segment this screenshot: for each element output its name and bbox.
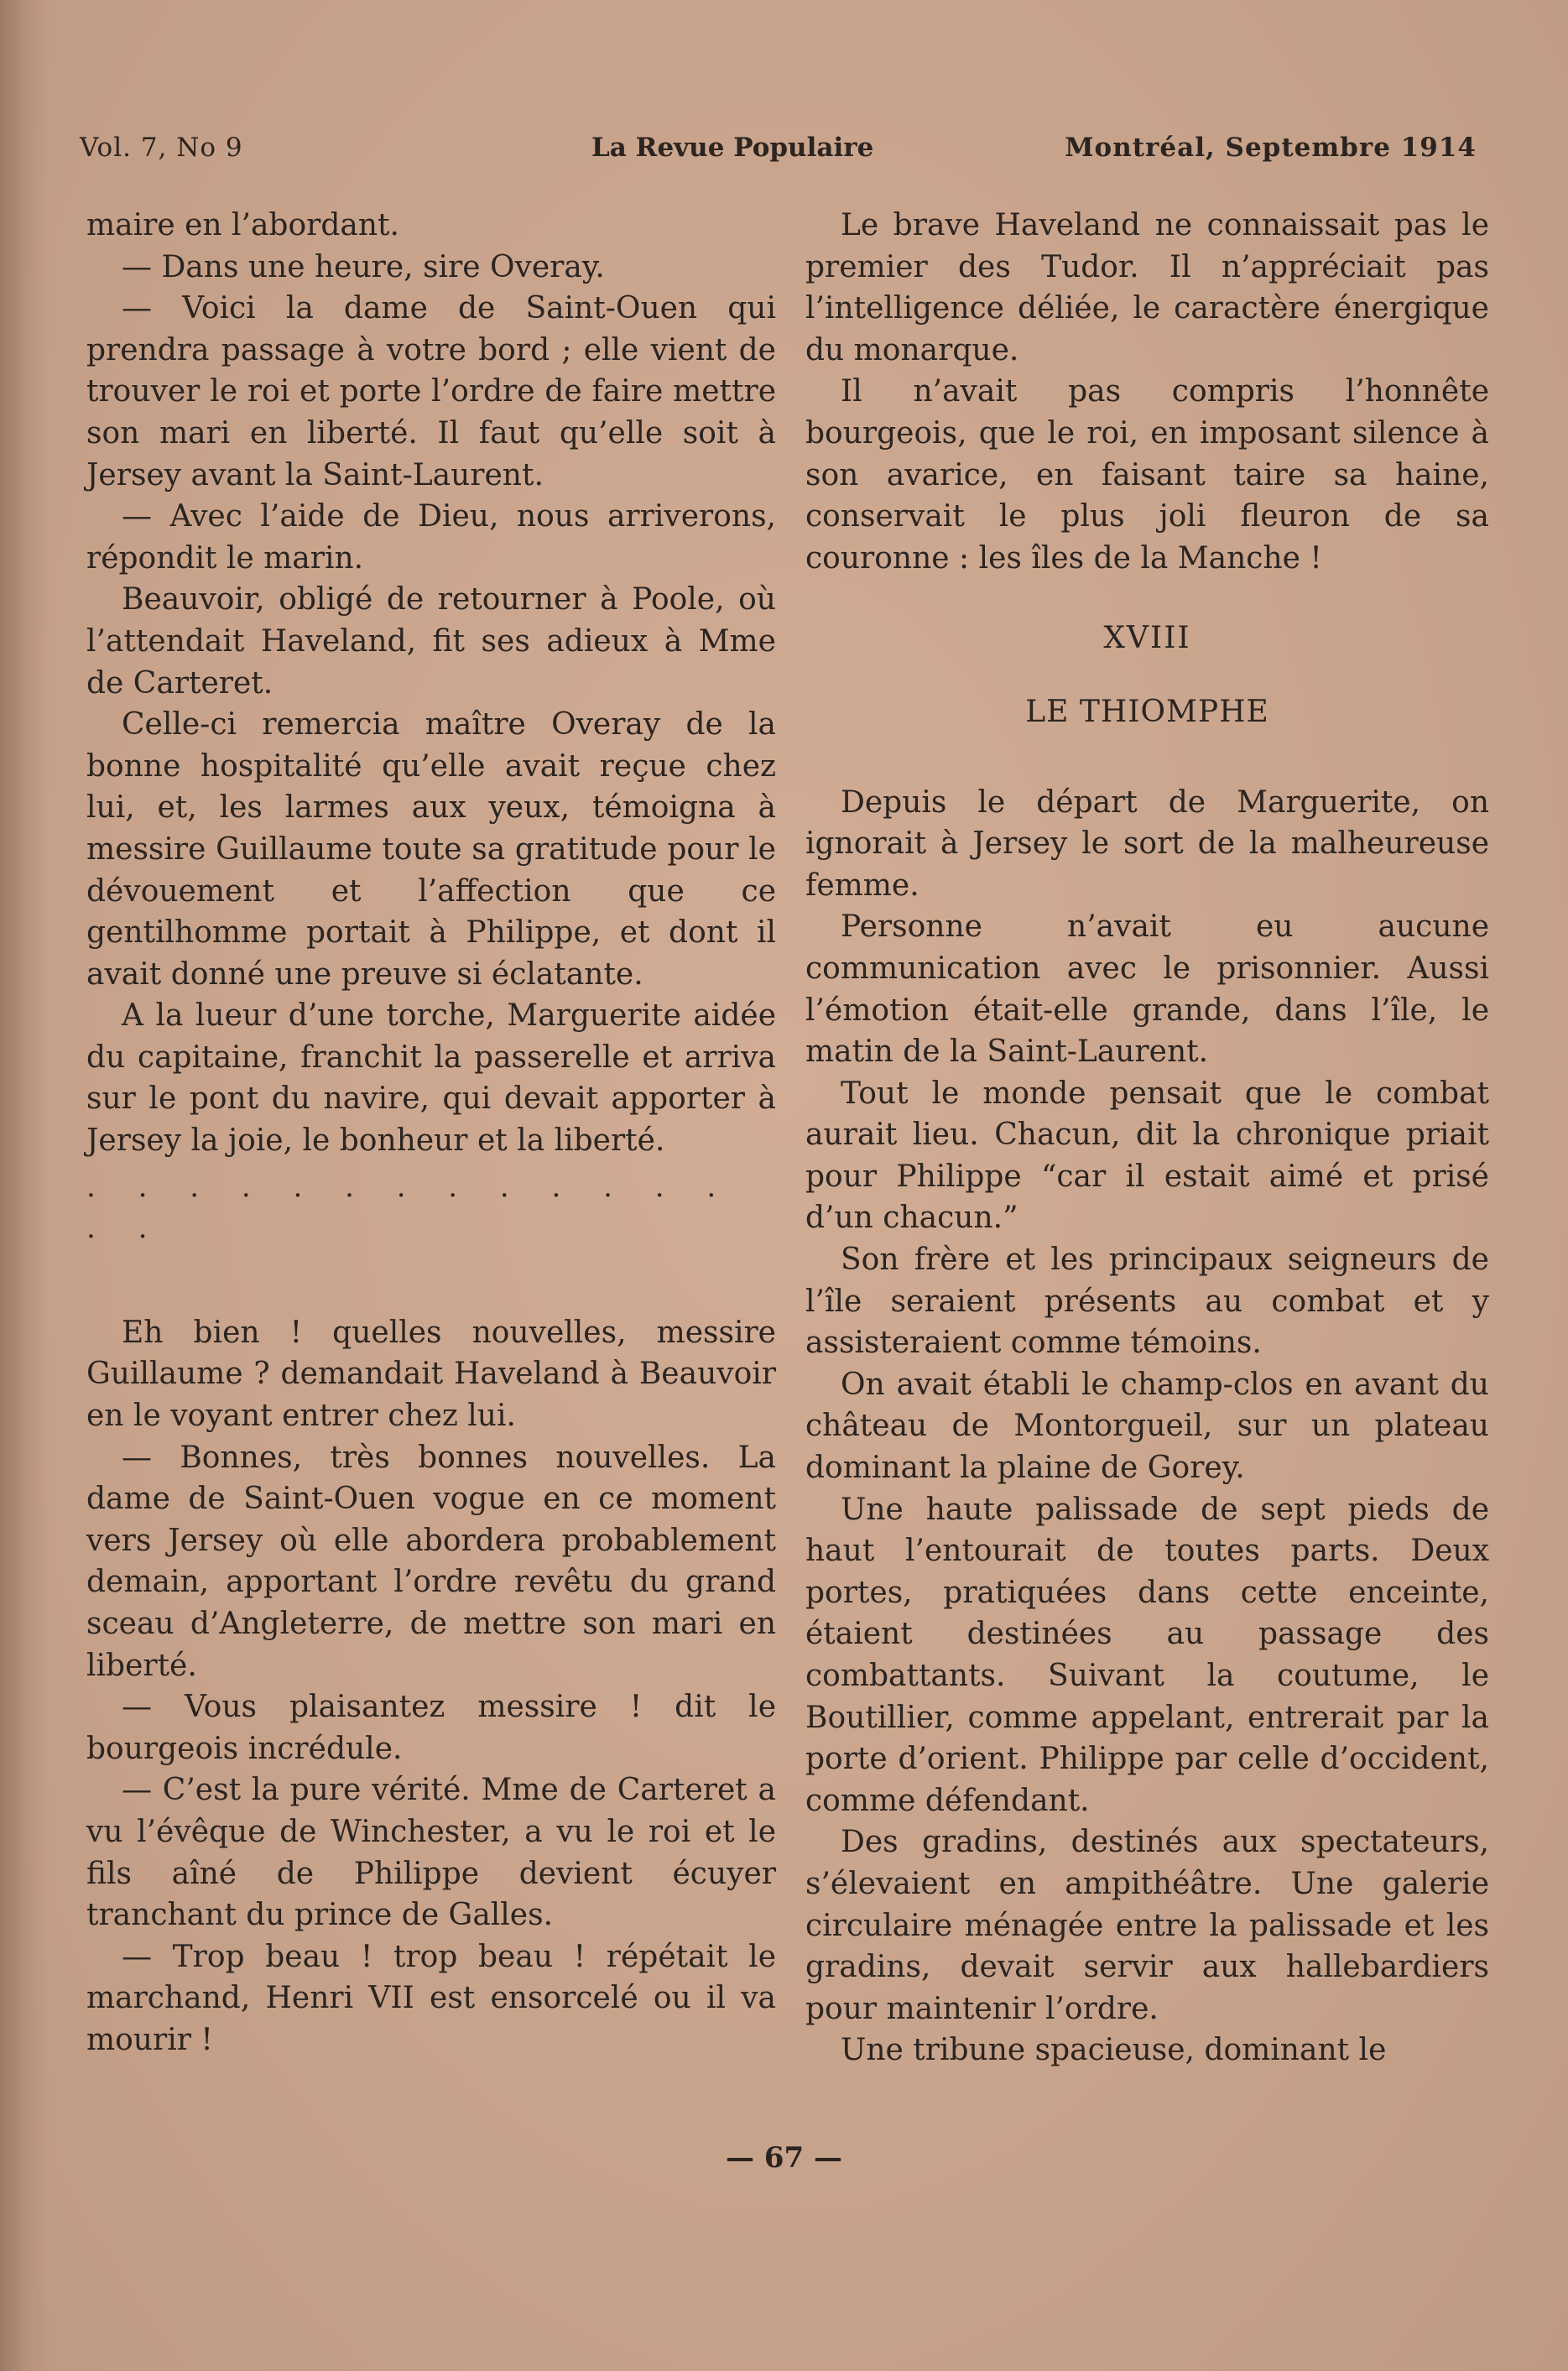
paragraph: Personne n’avait eu aucune communication avec le prisonnier. Aussi l’émotion était-elle grande, dans l’île, le matin de la Saint-Laurent. — [805, 909, 1489, 1070]
paragraph: Il n’avait pas compris l’honnête bourgeois, que le roi, en imposant silence à son avarice, en faisant taire sa haine, conservait le plus joli fleuron de sa couronne : les îles de la Manche ! — [805, 374, 1489, 576]
chapter-title: LE THIOMPHE — [1025, 694, 1269, 729]
paragraph: maire en l’abordant. — [86, 208, 399, 242]
paragraph: Depuis le départ de Marguerite, on ignorait à Jersey le sort de la malheureuse femme. — [805, 784, 1489, 903]
right-column — [805, 205, 1489, 2071]
publication-title: La Revue Populaire — [591, 133, 874, 163]
paragraph: Beauvoir, obligé de retourner à Poole, où l’attendait Haveland, fit ses adieux à Mme de Carteret. — [86, 582, 776, 701]
section-break-dots: . . . . . . . . . . . . . . . — [86, 1170, 733, 1246]
paragraph: Tout le monde pensait que le combat aurait lieu. Chacun, dit la chronique priait pour Philippe “car il estait aimé et prisé d’un chacun.” — [805, 1076, 1489, 1236]
paragraph: — Avec l’aide de Dieu, nous arriverons, répondit le marin. — [86, 499, 776, 576]
paragraph: Une haute palissade de sept pieds de haut l’entourait de toutes parts. Deux portes, pratiquées dans cette enceinte, étaient destinées au passage des combattants. Suivant la coutume, le Boutillier, comme appelant, entrerait par la porte d’orient. Philippe par celle d’occident, comme défendant. — [805, 1492, 1489, 1818]
paragraph: — Bonnes, très bonnes nouvelles. La dame de Saint-Ouen vogue en ce moment vers Jersey où elle abordera probablement demain, apportant l’ordre revêtu du grand sceau d’Angleterre, de mettre son mari en liberté. — [86, 1440, 776, 1683]
paragraph: Le brave Haveland ne connaissait pas le premier des Tudor. Il n’appréciait pas l’intelligence déliée, le caractère énergique du monarque. — [805, 208, 1489, 367]
left-column — [86, 205, 776, 2061]
paragraph: Celle-ci remercia maître Overay de la bonne hospitalité qu’elle avait reçue chez lui, et, les larmes aux yeux, témoigna à messire Guillaume toute sa gratitude pour le dévouement et l’affection que ce gentilhomme portait à Philippe, et dont il avait donné une preuve si éclatante. — [86, 707, 776, 992]
paragraph: — Dans une heure, sire Overay. — [122, 249, 605, 284]
page-number: — 67 — — [726, 2141, 842, 2175]
paragraph: — C’est la pure vérité. Mme de Carteret a vu l’évêque de Winchester, a vu le roi et le fils aîné de Philippe devient écuyer tranchant du prince de Galles. — [86, 1773, 776, 1933]
chapter-number: XVIII — [1103, 621, 1191, 656]
dateline: Montréal, Septembre 1914 — [1065, 133, 1477, 163]
paragraph: Une tribune spacieuse, dominant le — [841, 2033, 1387, 2068]
paragraph: — Voici la dame de Saint-Ouen qui prendra passage à votre bord ; elle vient de trouver le roi et porte l’ordre de faire mettre son mari en liberté. Il faut qu’elle soit à Jersey avant la Saint-Laurent. — [86, 291, 776, 492]
paragraph: Son frère et les principaux seigneurs de l’île seraient présents au combat et y assisteraient comme témoins. — [805, 1243, 1489, 1361]
page-spine-shadow — [0, 0, 50, 2371]
paragraph: Eh bien ! quelles nouvelles, messire Guillaume ? demandait Haveland à Beauvoir en le voyant entrer chez lui. — [86, 1315, 776, 1434]
paragraph: A la lueur d’une torche, Marguerite aidée du capitaine, franchit la passerelle et arriva sur le pont du navire, qui devait apporter à Jersey la joie, le bonheur et la liberté. — [86, 998, 776, 1159]
paragraph: — Vous plaisantez messire ! dit le bourgeois incrédule. — [86, 1690, 776, 1766]
paragraph: — Trop beau ! trop beau ! répétait le marchand, Henri VII est ensorcelé ou il va mourir ! — [86, 1939, 776, 2057]
running-header — [80, 133, 1477, 175]
volume-number: Vol. 7, No 9 — [80, 133, 243, 163]
paragraph: On avait établi le champ-clos en avant du château de Montorgueil, sur un plateau dominant la plaine de Gorey. — [805, 1367, 1489, 1486]
paragraph: Des gradins, destinés aux spectateurs, s’élevaient en ampithéâtre. Une galerie circulaire ménagée entre la palissade et les gradins, devait servir aux hallebardiers pour maintenir l’ordre. — [805, 1825, 1489, 2026]
